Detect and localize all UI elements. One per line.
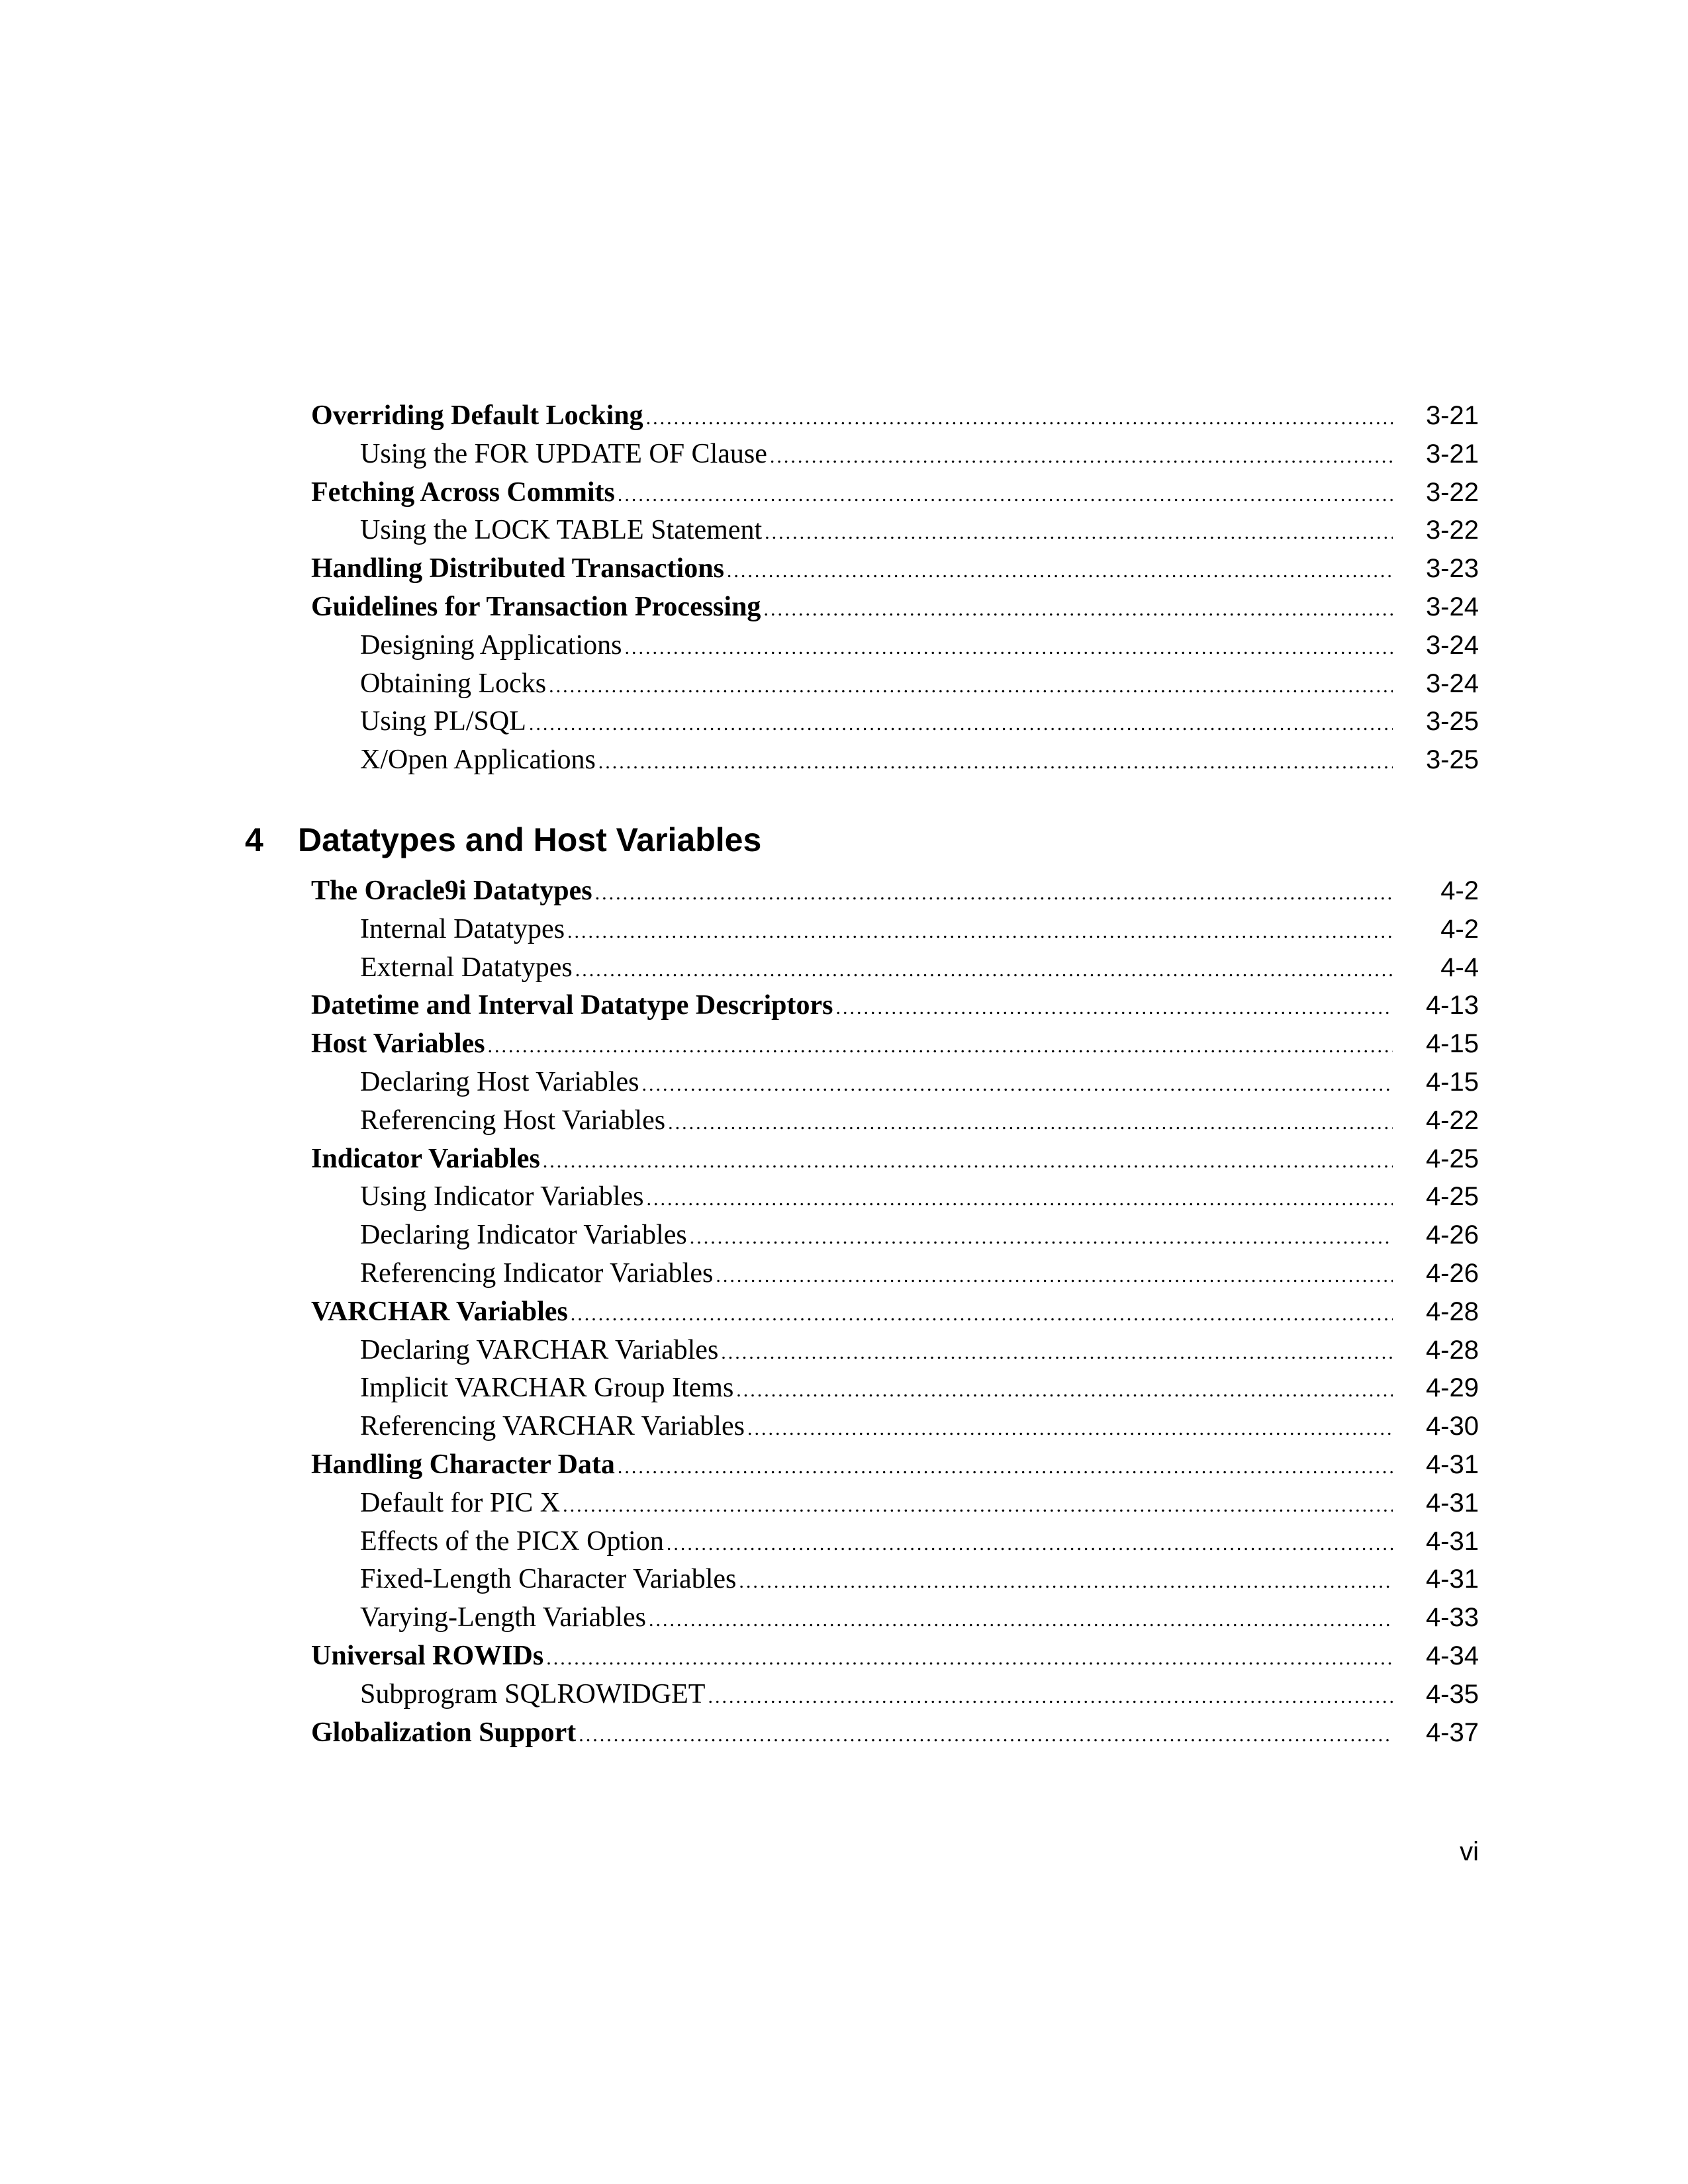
toc-entry-page-number[interactable]: 4-2 (1440, 876, 1479, 905)
toc-subsection-entry[interactable] (311, 1523, 1479, 1561)
dot-leader (598, 743, 1393, 782)
toc-section-entry[interactable] (311, 1637, 1479, 1676)
dot-leader (571, 1295, 1393, 1334)
toc-entry-title[interactable]: Indicator Variables (311, 1140, 543, 1179)
dot-leader (595, 874, 1393, 913)
toc-entry-page-number[interactable]: 3-25 (1425, 745, 1479, 775)
dot-leader (667, 1525, 1393, 1563)
toc-list-chapter-3 (311, 397, 1479, 780)
toc-entry-page-number[interactable]: 4-26 (1425, 1220, 1479, 1250)
page-number: vi (1460, 1837, 1479, 1866)
dot-leader (646, 399, 1393, 437)
toc-entry-title[interactable]: Varying-Length Variables (360, 1599, 649, 1637)
toc-entry-title[interactable]: Subprogram SQLROWIDGET (360, 1676, 708, 1714)
toc-entry-title[interactable]: Using Indicator Variables (360, 1178, 646, 1216)
toc-entry-page-number[interactable]: 4-26 (1425, 1258, 1479, 1288)
toc-subsection-entry[interactable] (311, 1216, 1479, 1255)
toc-section-entry[interactable] (311, 1446, 1479, 1484)
toc-entry-title[interactable]: Guidelines for Transaction Processing (311, 588, 763, 627)
toc-entry-title[interactable]: Globalization Support (311, 1714, 579, 1752)
dot-leader (716, 1257, 1393, 1295)
toc-entry-page-number[interactable]: 4-37 (1425, 1717, 1479, 1747)
toc-subsection-entry[interactable] (311, 435, 1479, 474)
dot-leader (618, 1448, 1393, 1486)
toc-entry-page-number[interactable]: 4-30 (1425, 1412, 1479, 1441)
toc-entry-page-number[interactable]: 3-24 (1425, 592, 1479, 621)
toc-subsection-entry[interactable] (311, 627, 1479, 665)
toc-entry-title[interactable]: Host Variables (311, 1025, 488, 1064)
toc-entry-page-number[interactable]: 3-24 (1425, 630, 1479, 660)
dot-leader (739, 1563, 1393, 1601)
toc-entry-title[interactable]: Referencing VARCHAR Variables (360, 1408, 747, 1446)
toc-entry-page-number[interactable]: 4-4 (1440, 952, 1479, 982)
toc-subsection-entry[interactable] (311, 1484, 1479, 1523)
toc-subsection-entry[interactable] (311, 949, 1479, 987)
toc-entry-page-number[interactable]: 4-15 (1425, 1067, 1479, 1097)
dot-leader (721, 1334, 1393, 1372)
dot-leader (529, 705, 1393, 743)
toc-section-entry[interactable] (311, 1714, 1479, 1752)
toc-subsection-entry[interactable] (311, 1676, 1479, 1714)
toc-entry-title[interactable]: X/Open Applications (360, 741, 598, 780)
toc-entry-title[interactable]: Declaring VARCHAR Variables (360, 1332, 721, 1370)
toc-entry-page-number[interactable]: 3-23 (1425, 554, 1479, 584)
dot-leader (668, 1104, 1393, 1142)
toc-entry-title[interactable]: Default for PIC X (360, 1484, 563, 1523)
dot-leader (546, 1639, 1393, 1678)
toc-section-entry[interactable] (311, 872, 1479, 911)
toc-entry-title[interactable]: Declaring Indicator Variables (360, 1216, 690, 1255)
chapter-title: Datatypes and Host Variables (298, 821, 762, 858)
toc-entry-page-number[interactable]: 4-25 (1425, 1144, 1479, 1173)
toc-entry-page-number[interactable]: 3-22 (1425, 477, 1479, 507)
dot-leader (836, 989, 1393, 1027)
toc-entry-page-number[interactable]: 4-15 (1425, 1029, 1479, 1059)
dot-leader (690, 1218, 1393, 1257)
toc-subsection-entry[interactable] (311, 1561, 1479, 1599)
toc-entry-title[interactable]: Using the LOCK TABLE Statement (360, 512, 765, 550)
toc-section-entry[interactable] (311, 1025, 1479, 1064)
toc-subsection-entry[interactable] (311, 1255, 1479, 1293)
toc-entry-title[interactable]: Internal Datatypes (360, 911, 567, 949)
dot-leader (763, 590, 1393, 629)
toc-entry-page-number[interactable]: 4-33 (1425, 1603, 1479, 1633)
toc-entry-title[interactable]: Universal ROWIDs (311, 1637, 546, 1676)
toc-section-entry[interactable] (311, 397, 1479, 435)
toc-entry-title[interactable]: VARCHAR Variables (311, 1293, 571, 1332)
toc-entry-page-number[interactable]: 4-31 (1425, 1488, 1479, 1518)
toc-entry-title[interactable]: Effects of the PICX Option (360, 1523, 667, 1561)
toc-entry-page-number[interactable]: 4-34 (1425, 1641, 1479, 1670)
toc-section-entry[interactable] (311, 987, 1479, 1025)
toc-section-entry[interactable] (311, 550, 1479, 588)
toc-entry-page-number[interactable]: 4-31 (1425, 1526, 1479, 1556)
toc-entry-title[interactable]: Using PL/SQL (360, 703, 529, 741)
toc-entry-title[interactable]: Fixed-Length Character Variables (360, 1561, 739, 1599)
dot-leader (770, 437, 1393, 476)
toc-entry-page-number[interactable]: 3-24 (1425, 668, 1479, 698)
dot-leader (563, 1486, 1393, 1525)
toc-subsection-entry[interactable] (311, 1064, 1479, 1102)
toc-section-entry[interactable] (311, 474, 1479, 512)
dot-leader (543, 1142, 1393, 1181)
dot-leader (567, 913, 1393, 951)
toc-entry-page-number[interactable]: 4-29 (1425, 1373, 1479, 1403)
toc-subsection-entry[interactable] (311, 1599, 1479, 1637)
dot-leader (646, 1180, 1393, 1218)
toc-entry-page-number[interactable]: 4-35 (1425, 1679, 1479, 1709)
toc-entry-page-number[interactable]: 3-21 (1425, 439, 1479, 469)
toc-entry-page-number[interactable]: 4-25 (1425, 1182, 1479, 1212)
toc-section-entry[interactable] (311, 1140, 1479, 1179)
dot-leader (727, 552, 1393, 590)
toc-entry-page-number[interactable]: 4-13 (1425, 991, 1479, 1021)
toc-entry-title[interactable]: Referencing Indicator Variables (360, 1255, 716, 1293)
dot-leader (747, 1410, 1393, 1448)
toc-entry-title[interactable]: The Oracle9i Datatypes (311, 872, 595, 911)
toc-entry-page-number[interactable]: 3-25 (1425, 707, 1479, 737)
toc-subsection-entry[interactable] (311, 741, 1479, 780)
toc-list-chapter-4 (311, 872, 1479, 1752)
toc-entry-title[interactable]: Fetching Across Commits (311, 474, 618, 512)
toc-subsection-entry[interactable] (311, 703, 1479, 741)
toc-subsection-entry[interactable] (311, 1332, 1479, 1370)
toc-entry-title[interactable]: External Datatypes (360, 949, 575, 987)
toc-entry-title[interactable]: Datetime and Interval Datatype Descriptors (311, 987, 836, 1025)
toc-entry-title[interactable]: Handling Distributed Transactions (311, 550, 727, 588)
toc-subsection-entry[interactable] (311, 1369, 1479, 1408)
toc-entry-title[interactable]: Referencing Host Variables (360, 1102, 668, 1140)
dot-leader (549, 667, 1393, 705)
dot-leader (736, 1371, 1393, 1410)
toc-entry-title[interactable]: Obtaining Locks (360, 665, 549, 704)
dot-leader (624, 629, 1393, 667)
toc-entry-title[interactable]: Overriding Default Locking (311, 397, 646, 435)
toc-entry-page-number[interactable]: 4-22 (1425, 1105, 1479, 1135)
toc-subsection-entry[interactable] (311, 665, 1479, 704)
dot-leader (488, 1027, 1393, 1066)
toc-entry-title[interactable]: Declaring Host Variables (360, 1064, 641, 1102)
toc-entry-page-number[interactable]: 4-2 (1440, 914, 1479, 944)
chapter-number: 4 (245, 821, 263, 858)
toc-entry-page-number[interactable]: 4-31 (1425, 1565, 1479, 1594)
toc-section-entry[interactable] (311, 1293, 1479, 1332)
toc-section-entry[interactable] (311, 588, 1479, 627)
toc-subsection-entry[interactable] (311, 1408, 1479, 1446)
toc-subsection-entry[interactable] (311, 1178, 1479, 1216)
toc-entry-title[interactable]: Designing Applications (360, 627, 624, 665)
toc-entry-page-number[interactable]: 4-31 (1425, 1449, 1479, 1479)
dot-leader (579, 1716, 1393, 1754)
toc-entry-page-number[interactable]: 3-22 (1425, 516, 1479, 545)
dot-leader (765, 514, 1393, 552)
dot-leader (649, 1601, 1393, 1639)
dot-leader (618, 476, 1393, 514)
toc-entry-title[interactable]: Using the FOR UPDATE OF Clause (360, 435, 770, 474)
dot-leader (575, 951, 1393, 989)
toc-subsection-entry[interactable] (311, 1102, 1479, 1140)
toc-subsection-entry[interactable] (311, 512, 1479, 550)
toc-entry-page-number[interactable]: 4-28 (1425, 1297, 1479, 1326)
toc-entry-title[interactable]: Handling Character Data (311, 1446, 618, 1484)
toc-entry-title[interactable]: Implicit VARCHAR Group Items (360, 1369, 736, 1408)
toc-subsection-entry[interactable] (311, 911, 1479, 949)
dot-leader (641, 1066, 1393, 1104)
chapter-heading (245, 817, 761, 862)
dot-leader (708, 1678, 1393, 1716)
toc-entry-page-number[interactable]: 4-28 (1425, 1335, 1479, 1365)
toc-entry-page-number[interactable]: 3-21 (1425, 401, 1479, 430)
